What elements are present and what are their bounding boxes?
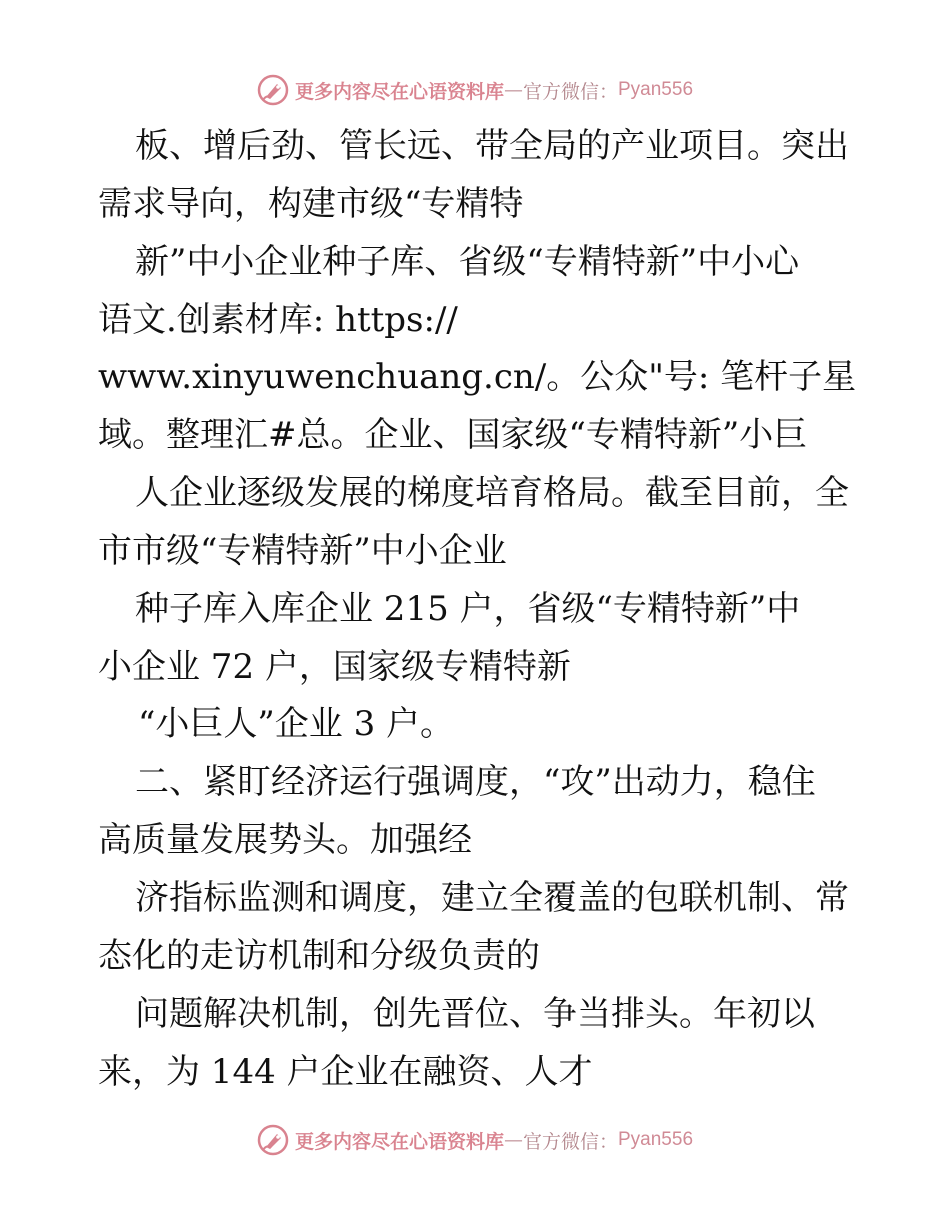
watermark-wechat-id: Pyan556 (618, 1129, 694, 1150)
watermark-separator: — (503, 1129, 523, 1151)
body-line: 需求导向，构建市级“专精特 (98, 183, 524, 224)
watermark-separator: — (503, 79, 523, 101)
document-body (98, 118, 888, 1101)
watermark-wechat-id: Pyan556 (618, 79, 694, 100)
pen-nib-logo-icon (257, 1124, 289, 1156)
watermark-wechat-label: 官方微信： (522, 80, 618, 103)
body-line: 来，为 144 户企业在融资、人才 (98, 1051, 593, 1092)
body-line: 新”中小企业种子库、省级“专精特新”中小心 (135, 241, 800, 282)
body-line: 市市级“专精特新”中小企业 (98, 530, 507, 571)
footer-watermark (0, 1120, 950, 1160)
pen-nib-logo-icon (257, 74, 289, 106)
body-line: 语文.创素材库: https:// (98, 299, 458, 340)
body-line: 高质量发展势头。加强经 (98, 820, 472, 861)
body-line: 板、增后劲、管长远、带全局的产业项目。突出 (135, 126, 849, 166)
watermark-wechat-label: 官方微信： (522, 1130, 618, 1153)
body-line: 问题解决机制，创先晋位、争当排头。年初以 (135, 993, 815, 1034)
body-line: 域。整理汇#总。企业、国家级“专精特新”小巨 (98, 415, 808, 456)
body-line: 二、紧盯经济运行强调度，“攻”出动力，稳住 (135, 762, 816, 803)
header-watermark (0, 70, 950, 110)
body-line: 种子库入库企业 215 户，省级“专精特新”中 (135, 588, 801, 629)
body-line: 济指标监测和调度，建立全覆盖的包联机制、常 (135, 877, 849, 918)
watermark-brand: 更多内容尽在心语资料库 (294, 80, 504, 103)
body-line: 人企业逐级发展的梯度培育格局。截至目前，全 (135, 473, 849, 514)
body-line: “小巨人”企业 3 户。 (138, 704, 455, 745)
watermark-brand: 更多内容尽在心语资料库 (294, 1130, 504, 1153)
body-line: 小企业 72 户，国家级专精特新 (98, 646, 571, 687)
body-line: 态化的走访机制和分级负责的 (98, 935, 540, 976)
body-line: www.xinyuwenchuang.cn/。公众"号: 笔杆子星 (98, 357, 857, 398)
